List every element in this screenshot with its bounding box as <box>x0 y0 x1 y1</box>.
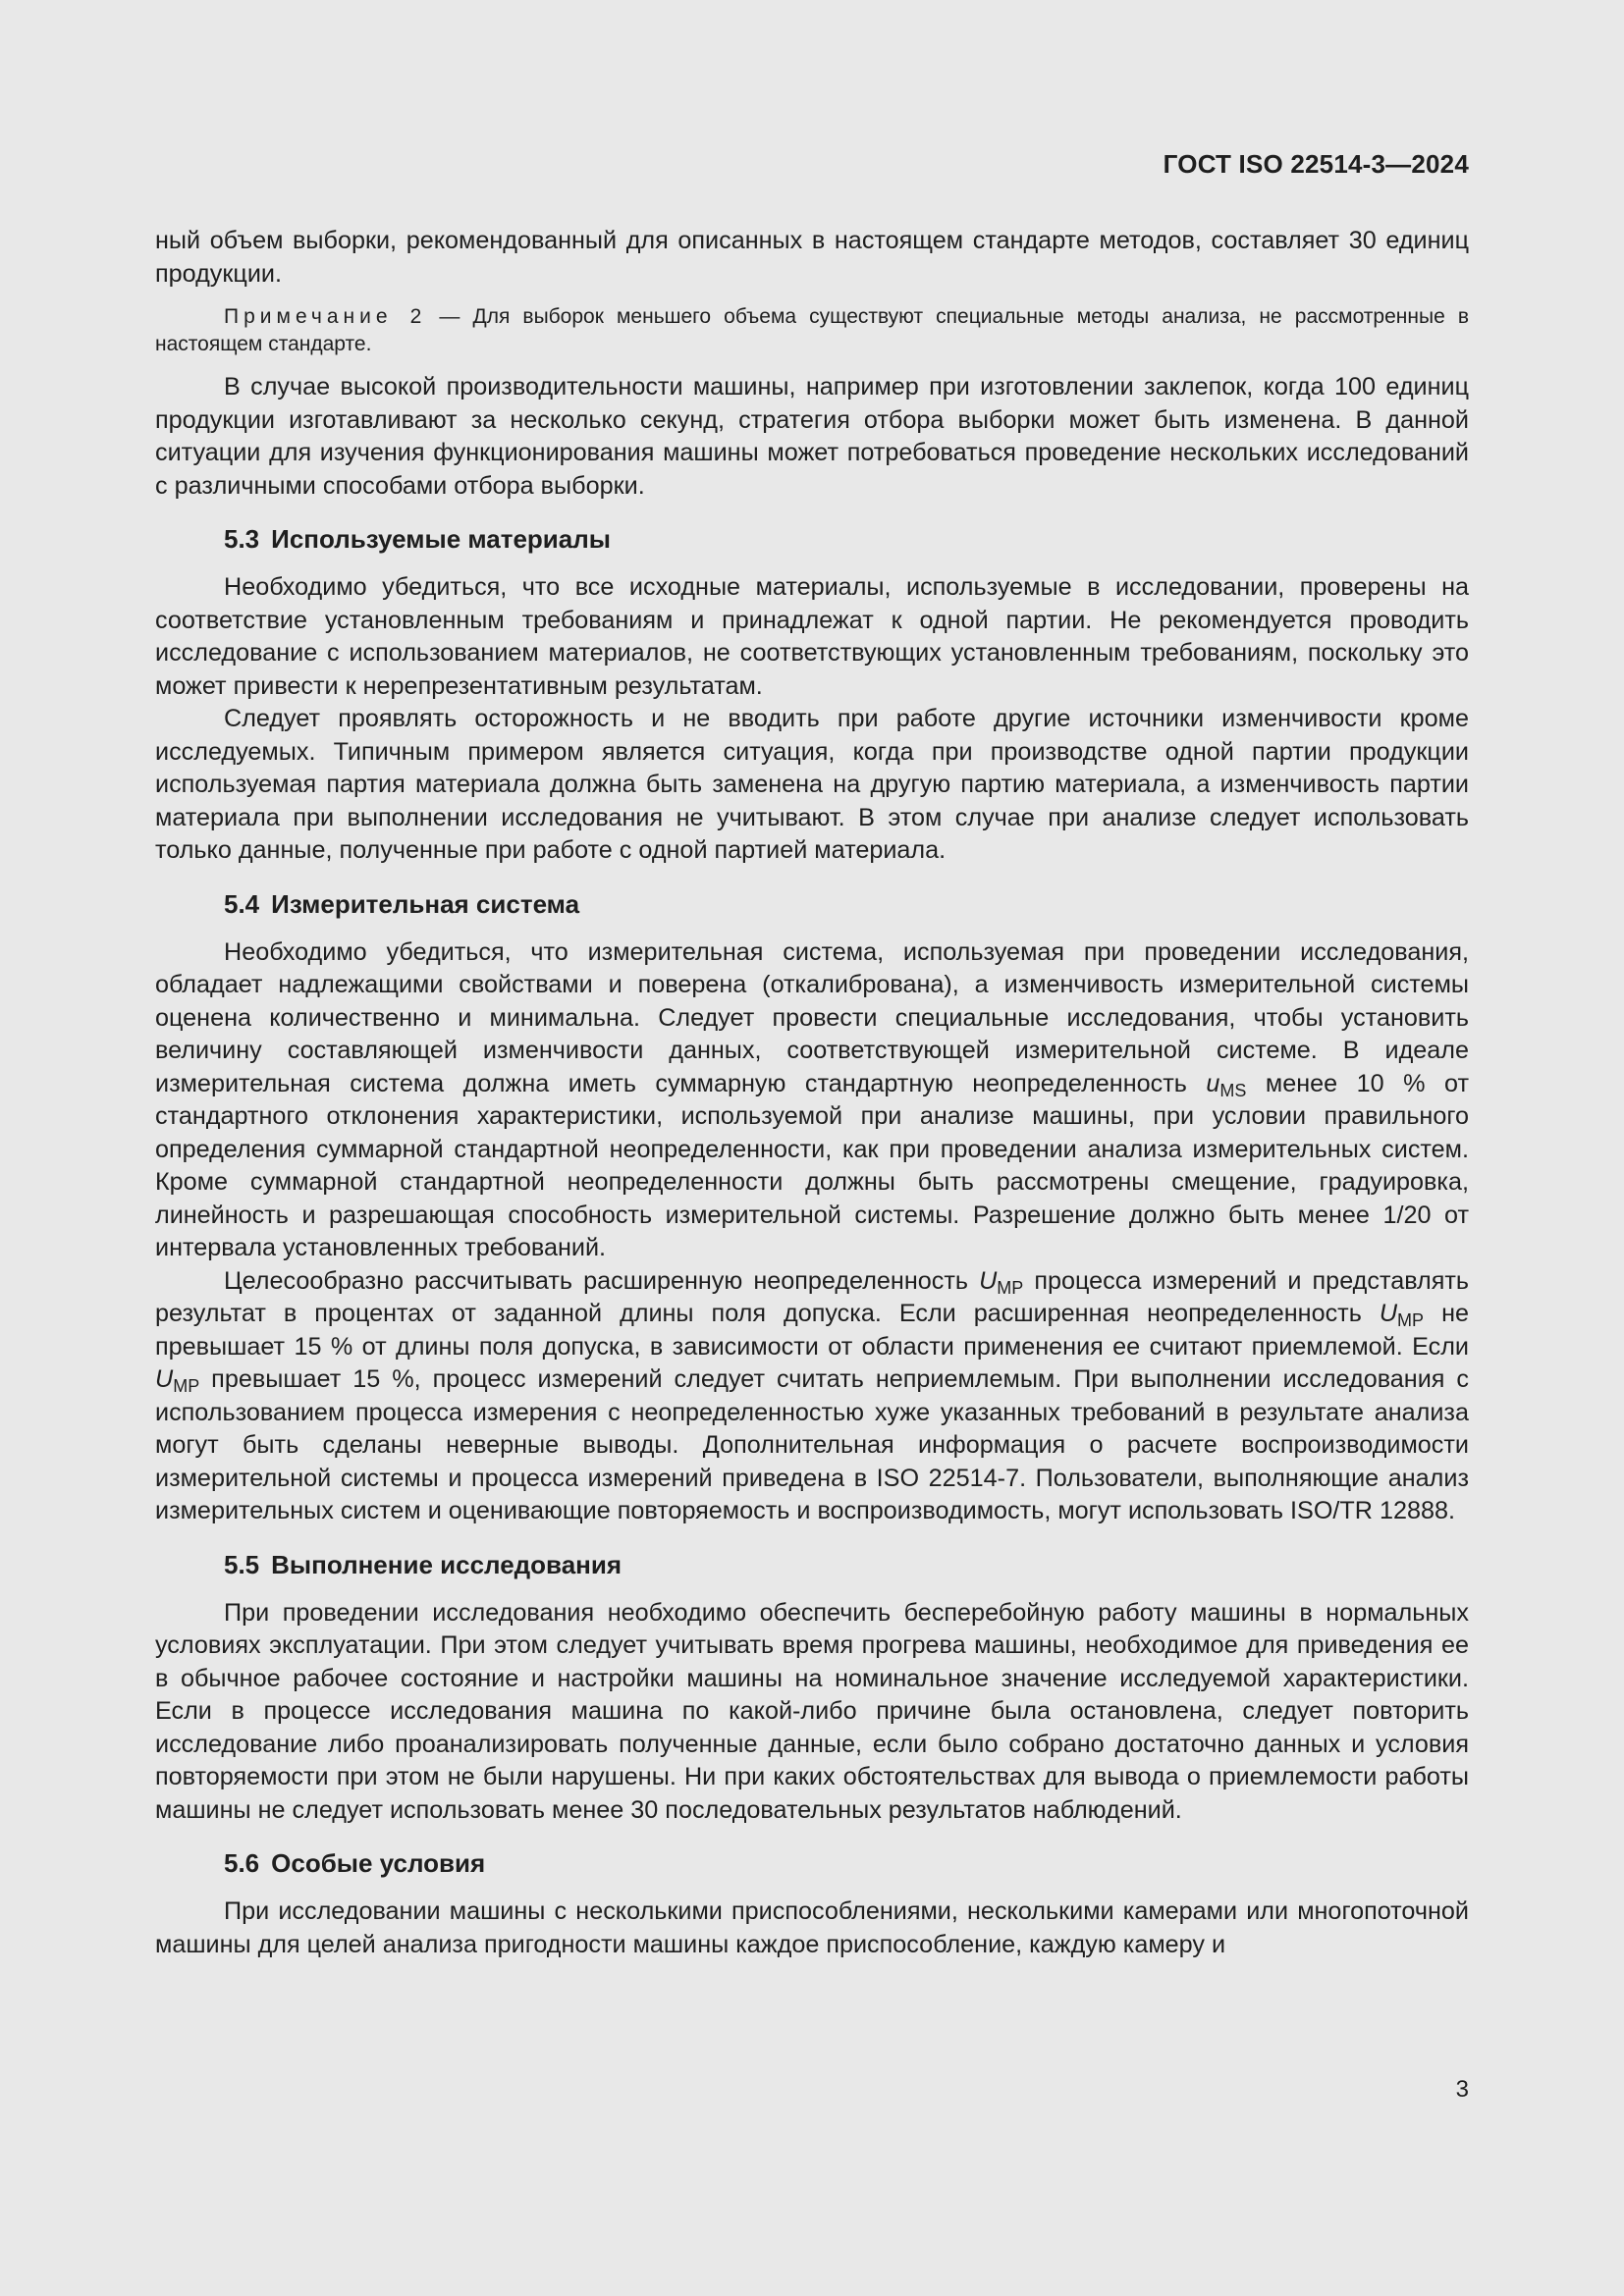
paragraph-materials-2: Следует проявлять осторожность и не вводить при работе другие источники изменчивости кроме исследуемых. Типичным примером является ситуация, когда при производстве одной партии продукции используемая партия материала должна быть заменена на другую партию материала, а изменчивость партии материала при выполнении исследования не учитывают. В этом случае при анализе следует использовать только данные, полученные при работе с одной партией материала. <box>155 705 1469 864</box>
symbol-u-ms: $u_{MS}$ <box>1206 1069 1247 1100</box>
section-number: 5.5 <box>224 1549 260 1579</box>
section-title: Используемые материалы <box>271 524 611 554</box>
document-body <box>155 225 1469 1961</box>
section-title: Выполнение исследования <box>271 1549 623 1579</box>
section-title: Особые условия <box>271 1848 486 1878</box>
paragraph-high-productivity: В случае высокой производительности машины, например при изготовлении заклепок, когда 100 единиц продукции изготавливают за несколько секунд, стратегия отбора выборки может быть изменена. В данной ситуации для изучения функционирования машины может потребоваться проведение нескольких исследований с различными способами отбора выборки. <box>155 373 1469 500</box>
note-text: — Для выборок меньшего объема существуют специальные методы анализа, не рассмотренные в настоящем стандарте. <box>155 305 1469 355</box>
section-heading-5-6 <box>155 1846 1469 1880</box>
paragraph-special-conditions: При исследовании машины с несколькими приспособлениями, несколькими камерами или многопоточной машины для целей анализа пригодности машины каждое приспособление, каждую камеру и <box>155 1897 1469 1958</box>
document-header: ГОСТ ISO 22514-3—2024 <box>1163 149 1469 179</box>
section-heading-5-3 <box>155 522 1469 556</box>
section-heading-5-4 <box>155 887 1469 921</box>
symbol-u-mp: $U_{MP}$ <box>155 1365 200 1396</box>
paragraph-measurement-system-2: Целесообразно рассчитывать расширенную неопределенность $U_{MP}$ процесса измерений и представлять результат в процентах от заданной длины поля допуска. Если расширенная неопределенность $U_{MP}$ не превышает 15 % от длины поля допуска, в зависимости от области применения ее считают приемлемой. Если $U_{MP}$ превышает 15 %, процесс измерений следует считать неприемлемым. При выполнении исследования с использованием процесса измерения с неопределенностью хуже указанных требований в результате анализа могут быть сделаны неверные выводы. Дополнительная информация о расчете воспроизводимости измерительной системы и процесса измерений приведена в ISO 22514-7. Пользователи, выполняющие анализ измерительных систем и оценивающие повторяемость и воспроизводимость, могут использовать ISO/TR 12888. <box>155 1266 1469 1524</box>
section-number: 5.6 <box>224 1848 260 1878</box>
section-number: 5.3 <box>224 524 260 554</box>
section-heading-5-5 <box>155 1548 1469 1581</box>
symbol-u-mp: $U_{MP}$ <box>1379 1300 1425 1330</box>
page-number: 3 <box>1455 2076 1469 2103</box>
note-2 <box>155 303 1469 358</box>
paragraph-materials-1: Необходимо убедиться, что все исходные материалы, используемые в исследовании, проверены на соответствие установленным требованиям и принадлежат к одной партии. Не рекомендуется проводить исследование с использованием материалов, не соответствующих установленным требованиям, поскольку это может привести к нерепрезентативным результатам. <box>155 573 1469 700</box>
symbol-u-mp: $U_{MP}$ <box>979 1266 1024 1298</box>
note-label: Примечание 2 <box>224 305 427 328</box>
paragraph-study-execution: При проведении исследования необходимо обеспечить бесперебойную работу машины в нормальных условиях эксплуатации. При этом следует учитывать время прогрева машины, необходимое для приведения ее в обычное рабочее состояние и настройки машины на номинальное значение исследуемой характеристики. Если в процессе исследования машина по какой-либо причине была остановлена, следует повторить исследование либо проанализировать полученные данные, если было собрано достаточно данных и условия повторяемости при этом не были нарушены. Ни при каких обстоятельствах для вывода о приемлемости работы машины не следует использовать менее 30 последовательных результатов наблюдений. <box>155 1598 1469 1824</box>
paragraph-sample-size: ный объем выборки, рекомендованный для описанных в настоящем стандарте методов, составляет 30 единиц продукции. <box>155 227 1469 288</box>
section-number: 5.4 <box>224 888 260 919</box>
section-title: Измерительная система <box>271 888 580 919</box>
paragraph-measurement-system-1: Необходимо убедиться, что измерительная система, используемая при проведении исследования, обладает надлежащими свойствами и поверена (откалибрована), а изменчивость измерительной системы оценена количественно и минимальна. Следует провести специальные исследования, чтобы установить величину составляющей изменчивости данных, соответствующей измерительной системе. В идеале измерительная система должна иметь суммарную стандартную неопределенность $u_{MS}$ менее 10 % от стандартного отклонения характеристики, используемой при анализе машины, при условии правильного определения суммарной стандартной неопределенности, как при проведении анализа измерительных систем. Кроме суммарной стандартной неопределенности должны быть рассмотрены смещение, градуировка, линейность и разрешающая способность измерительной системы. Разрешение должно быть менее 1/20 от интервала установленных требований. <box>155 937 1469 1261</box>
